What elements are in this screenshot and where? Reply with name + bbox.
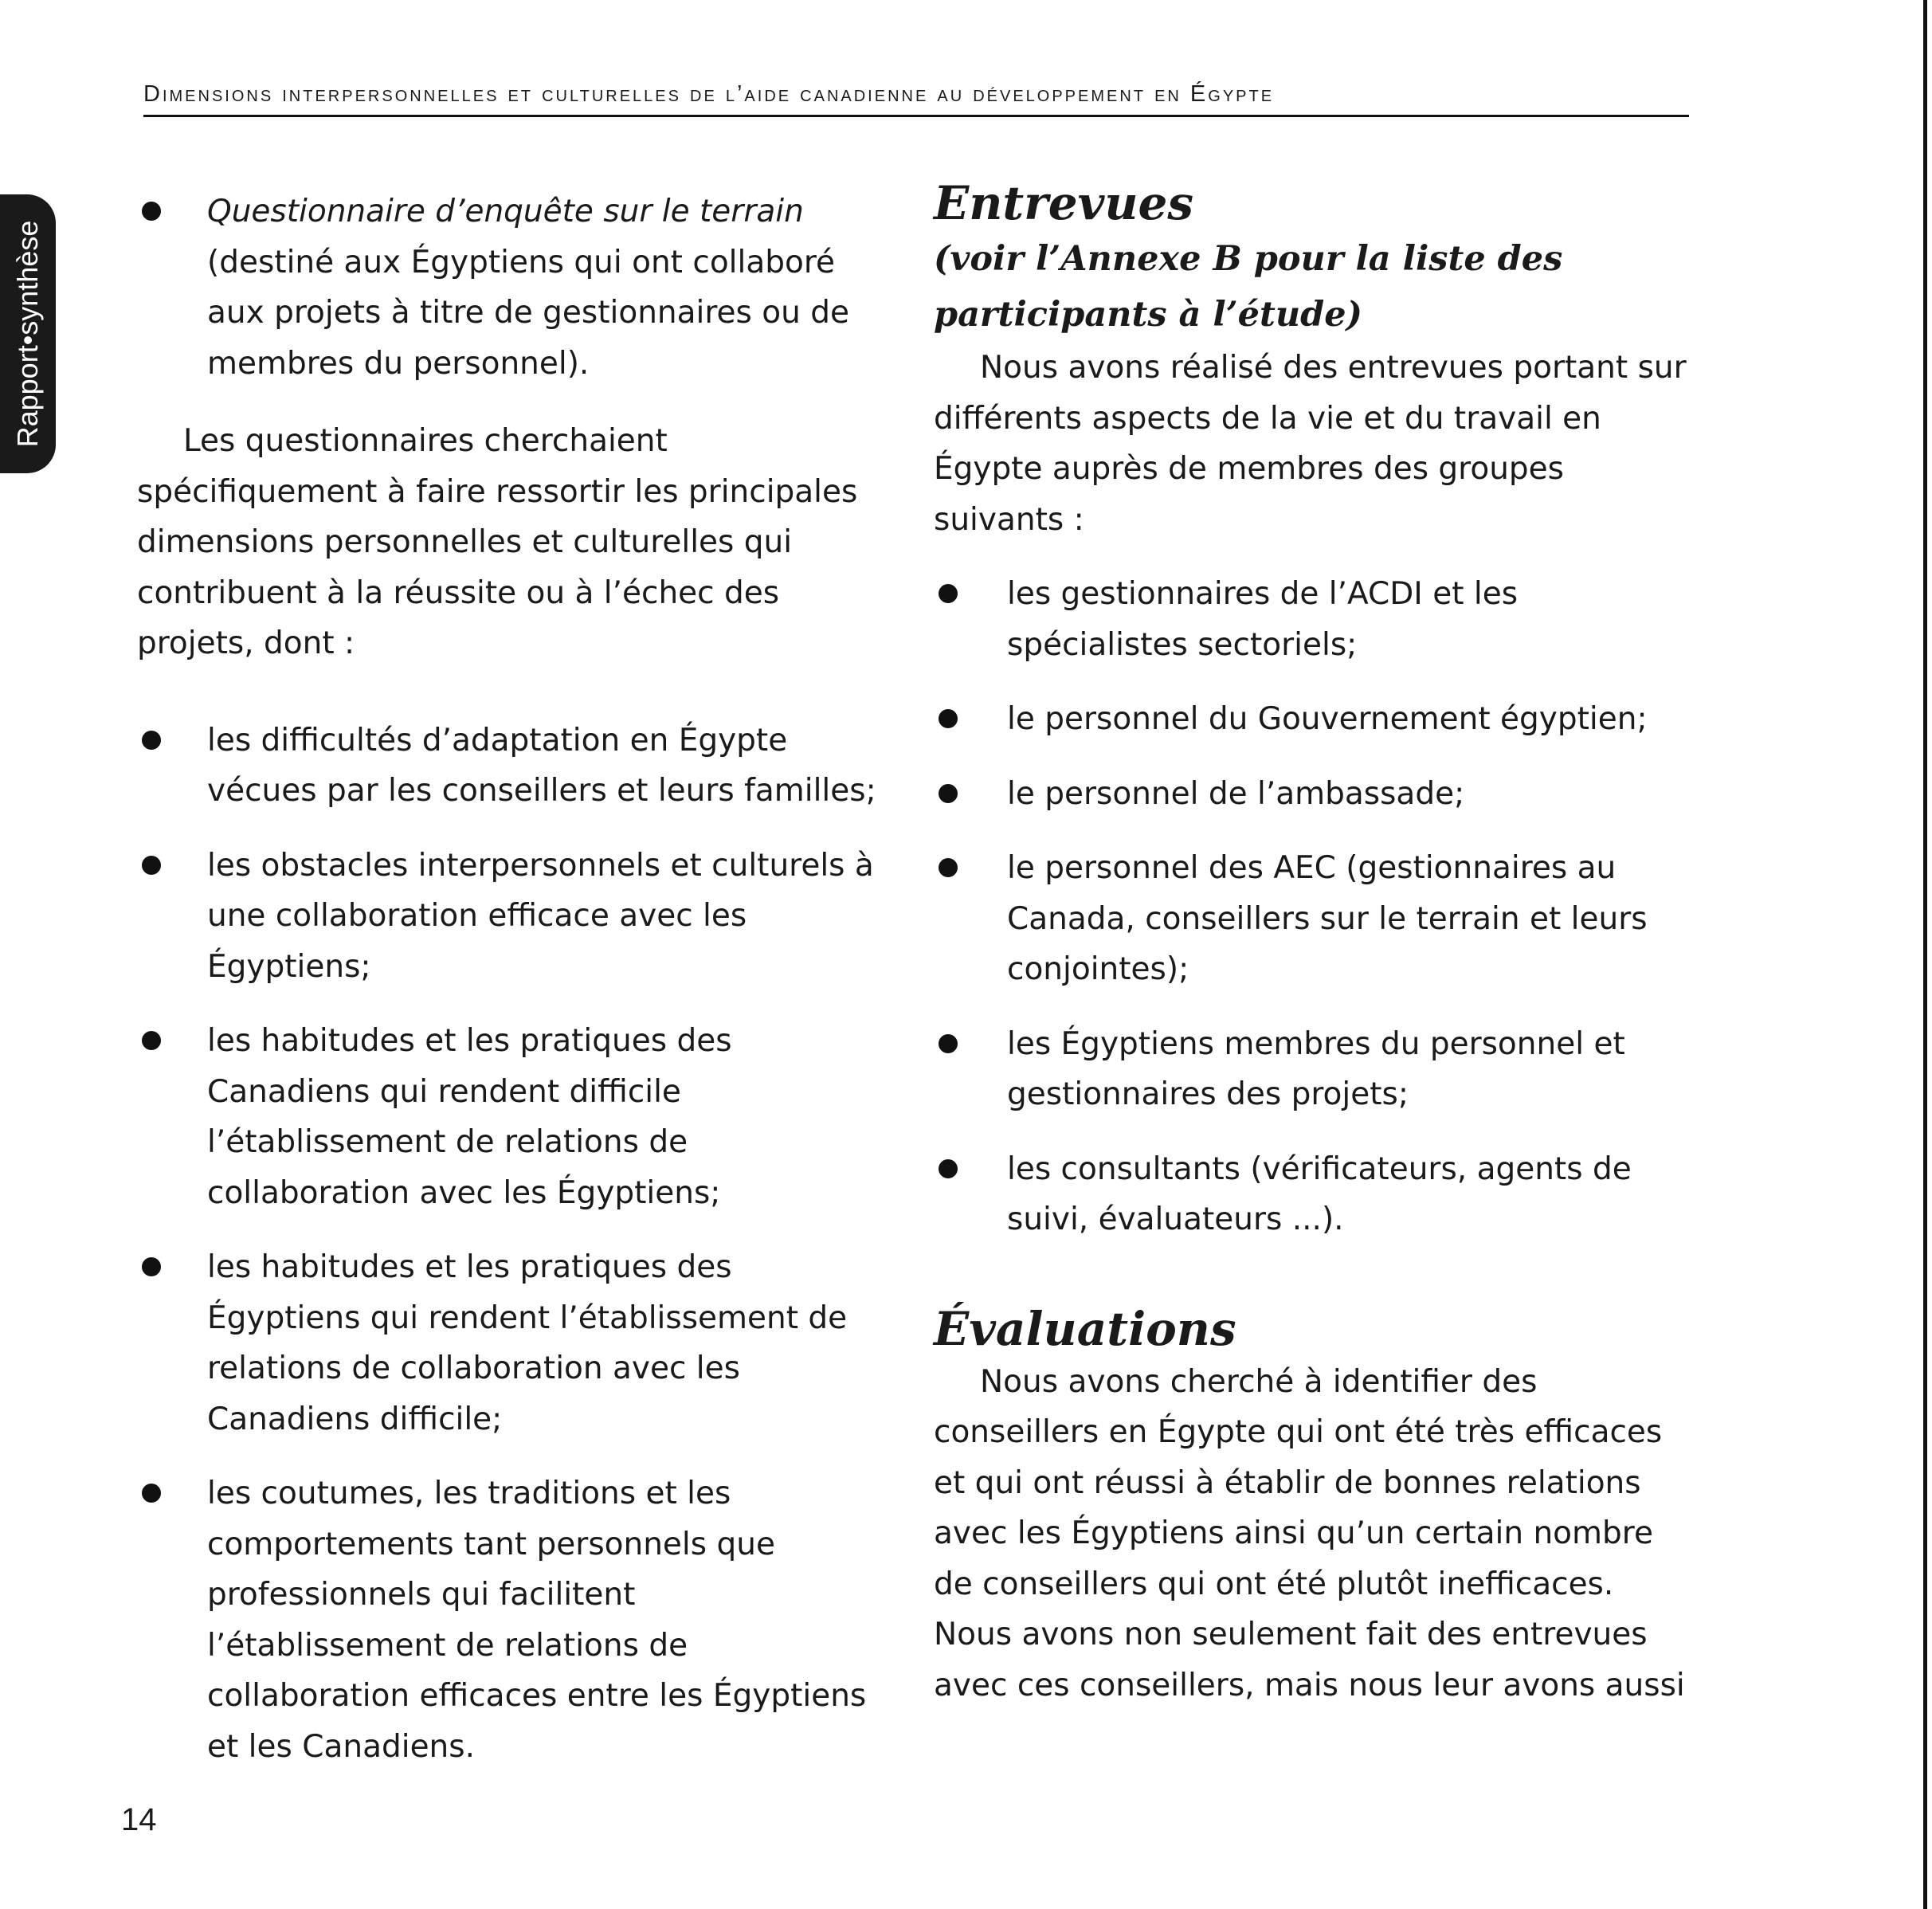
list-item-text: le personnel des AEC (gestionnaires au Canada, conseillers sur le terrain et leurs conjointes); (1007, 850, 1648, 987)
list-item-text: le personnel du Gouvernement égyptien; (1007, 701, 1648, 737)
list-item-text: les gestionnaires de l’ACDI et les spécialistes sectoriels; (1007, 576, 1519, 663)
list-item (934, 1019, 1699, 1120)
list-item-text: les habitudes et les pratiques des Égyptiens qui rendent l’établissement de relations de collaboration avec les Canadiens difficile; (207, 1249, 848, 1437)
list-item (137, 1468, 878, 1772)
bullet-icon (939, 1034, 958, 1053)
list-item-text: les Égyptiens membres du personnel et gestionnaires des projets; (1007, 1025, 1625, 1112)
groups-bullet-list (934, 569, 1699, 1245)
entrevues-heading: Entrevues (934, 176, 1194, 230)
list-item (137, 1016, 878, 1218)
evaluations-heading: Évaluations (934, 1301, 1236, 1356)
bullet-icon (939, 584, 958, 603)
evaluations-paragraph: Nous avons cherché à identifier des conseillers en Égypte qui ont été très efficaces et qui ont réussi à établir de bonnes relations avec les Égyptiens ainsi qu’un certain nombre de conseillers qui ont été plutôt inefficaces. Nous avons non seulement fait des entrevues avec ces conseillers, mais nous leur avons aussi (934, 1363, 1685, 1703)
page-number: 14 (121, 1802, 157, 1837)
bullet-icon (142, 1031, 161, 1050)
bullet-italic-title: Questionnaire d’enquête sur le terrain (207, 194, 804, 229)
list-item (137, 715, 878, 817)
bullet-icon (939, 858, 958, 877)
list-item-text: les consultants (vérificateurs, agents de suivi, évaluateurs ...). (1007, 1150, 1632, 1237)
list-item (137, 186, 878, 389)
page-edge-rule (1923, 0, 1927, 1909)
list-item-text: les obstacles interpersonnels et culturels à une collaboration efficace avec les Égyptiens; (207, 847, 874, 985)
running-title: Dimensions interpersonnelles et culturelles de l’aide canadienne au développement en Égypte (143, 81, 1275, 107)
bullet-icon (142, 1484, 161, 1503)
bullet-icon (142, 1257, 161, 1276)
left-column (137, 186, 878, 1772)
bullet-icon (142, 202, 161, 221)
list-item-text: les coutumes, les traditions et les comportements tant personnels que professionnels qui facilitent l’établissement de relations de collaboration efficaces entre les Égyptiens et les Canadiens. (207, 1476, 867, 1765)
dimensions-bullet-list (137, 715, 878, 1773)
list-item-text: le personnel de l’ambassade; (1007, 775, 1465, 812)
list-item (934, 843, 1699, 995)
questionnaire-bullet-list (137, 186, 878, 389)
entrevues-subheading: (voir l’Annexe B pour la liste des participants à l’étude) (934, 239, 1563, 335)
bullet-text: (destiné aux Égyptiens qui ont collaboré aux projets à titre de gestionnaires ou de membres du personnel). (207, 244, 849, 382)
bullet-icon (142, 731, 161, 750)
entrevues-paragraph: Nous avons réalisé des entrevues portant sur différents aspects de la vie et du travail en Égypte auprès de membres des groupes suivants : (934, 350, 1687, 538)
list-item-text: les difficultés d’adaptation en Égypte vécues par les conseillers et leurs familles; (207, 722, 876, 809)
list-item (934, 694, 1699, 745)
section-side-tab (0, 194, 56, 473)
questionnaires-paragraph: Les questionnaires cherchaient spécifiquement à faire ressortir les principales dimensions personnelles et culturelles qui contribuent à la réussite ou à l’échec des projets, dont : (137, 423, 858, 661)
right-column (934, 175, 1699, 1711)
bullet-icon (939, 709, 958, 728)
list-item-text: les habitudes et les pratiques des Canadiens qui rendent difficile l’établissement de relations de collaboration avec les Égyptiens; (207, 1023, 732, 1211)
list-item (137, 1242, 878, 1444)
bullet-icon (142, 856, 161, 875)
list-item (934, 769, 1699, 820)
side-tab-label: Rapport•synthèse (11, 220, 44, 448)
running-header (143, 76, 1689, 117)
bullet-icon (939, 784, 958, 803)
list-item (934, 569, 1699, 670)
list-item (137, 841, 878, 993)
list-item (934, 1144, 1699, 1245)
bullet-icon (939, 1159, 958, 1178)
